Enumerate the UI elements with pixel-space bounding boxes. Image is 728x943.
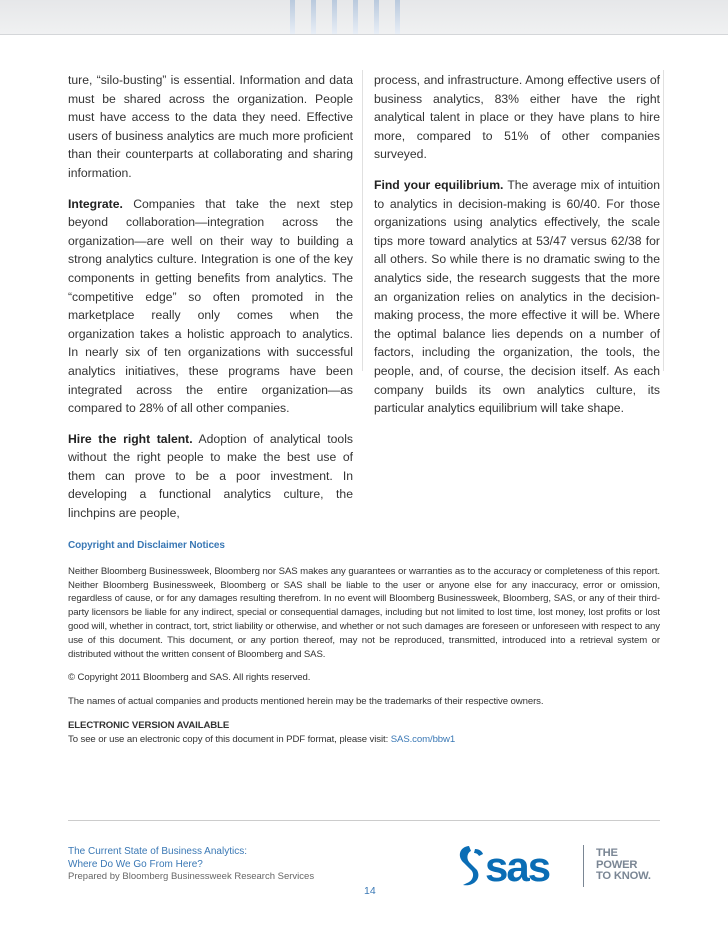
sas-link[interactable]: SAS.com/bbw1 (390, 733, 456, 745)
sas-logo-wordmark: sas (485, 843, 550, 888)
legal-notices (68, 539, 660, 747)
left-paragraph-integrate (68, 195, 353, 418)
footer-report-title (68, 846, 328, 871)
header-band (0, 0, 728, 35)
electronic-version-label: To see or use an electronic copy of this document in PDF format, please visit: (68, 733, 391, 745)
sas-logo-swirl-icon (460, 846, 483, 885)
footer-title-line-1: The Current State of Business Analytics: (68, 846, 247, 857)
right-paragraph-1: process, and infrastructure. Among effective users of business analytics, 83% either have the right analytical talent in place or they have plans to hire more, compared to 51% of other companies surveyed. (374, 73, 660, 162)
footer-divider (68, 820, 660, 821)
integrate-body: Companies that take the next step beyond collaboration—integration across the organization—are well on their way to building a strong analytics culture. Integration is one of the key components in getting benefits from analytics. The “competitive edge” so often promoted in the marketplace really only comes when the organization takes a holistic approach to analytics. In nearly six of ten organizations with successful analytics initiatives, these programs have been integrated across the entire organization—as compared to 28% of all other companies. (68, 196, 353, 416)
hire-heading: Hire the right talent. (68, 431, 193, 446)
page-number: 14 (364, 885, 376, 897)
footer-prepared-by: Prepared by Bloomberg Businessweek Research Services (68, 871, 315, 882)
hire-body: Adoption of analytical tools without the right people to make the best use of them can prove to be a poor investment. In developing a functional analytics culture, the linchpins are people, (68, 431, 353, 521)
trademarks-text: The names of actual companies and products mentioned herein may be the trademarks of their respective owners. (68, 696, 544, 708)
left-paragraph-hire (68, 430, 353, 523)
left-paragraph-1: ture, “silo-busting” is essential. Information and data must be shared across the organization. People must have access to the data they need. Effective users of business analytics are much more proficient than their counterparts at collaborating and sharing information. (68, 73, 353, 180)
left-column (68, 71, 353, 535)
legal-heading: Copyright and Disclaimer Notices (68, 540, 225, 551)
copyright-text: © Copyright 2011 Bloomberg and SAS. All rights reserved. (68, 672, 311, 684)
column-divider-right (663, 70, 664, 371)
equilibrium-body: The average mix of intuition to analytics in decision-making is 60/40. For those organizations using analytics effectively, the scale tips more toward analytics at 53/47 versus 62/38 for all others. So while there is no dramatic swing to the analytics side, the research suggests that the more an organization relies on analytics in the decision-making process, the more effective it will be. Where the optimal balance lies depends on a number of factors, including the organization, the tools, the people, and, of course, the decision itself. As each company builds its own analytics culture, its particular analytics equilibrium will take shape. (374, 177, 660, 416)
tagline-line-1: THE (596, 847, 618, 859)
equilibrium-heading: Find your equilibrium. (374, 177, 504, 192)
electronic-version-heading: ELECTRONIC VERSION AVAILABLE (68, 719, 230, 731)
tagline-line-2: POWER (596, 858, 638, 871)
tagline-line-3: TO KNOW. (596, 870, 651, 882)
electronic-version-text (68, 733, 660, 747)
logo-separator (583, 845, 584, 887)
disclaimer-text: Neither Bloomberg Businessweek, Bloomberg nor SAS makes any guarantees or warranties as to the accuracy or completeness of this report. Neither Bloomberg Businessweek, Bloomberg or SAS shall be liable to the user or anyone else for any inaccuracy, error or omission, regardless of cause, or for any damages resulting therefrom. In no event will Bloomberg Businessweek, Bloomberg, SAS, or any of their third-party licensors be liable for any indirect, special or consequential damages, including but not limited to lost time, lost money, lost profits or lost good will, whether in contract, tort, strict liability or otherwise, and whether or not such damages are foreseen or unforeseen with respect to any use of this document. This document, or any portion thereof, may not be reproduced, transmitted, introduced into a retrieval system or distributed without the written consent of Bloomberg and SAS. (68, 565, 660, 660)
footer-title-line-2: Where Do We Go From Here? (68, 858, 203, 870)
sas-logo (455, 843, 575, 888)
right-paragraph-equilibrium (374, 176, 660, 418)
column-divider-left (362, 70, 363, 371)
right-column (374, 71, 660, 430)
tagline (596, 848, 651, 883)
integrate-heading: Integrate. (68, 196, 123, 211)
